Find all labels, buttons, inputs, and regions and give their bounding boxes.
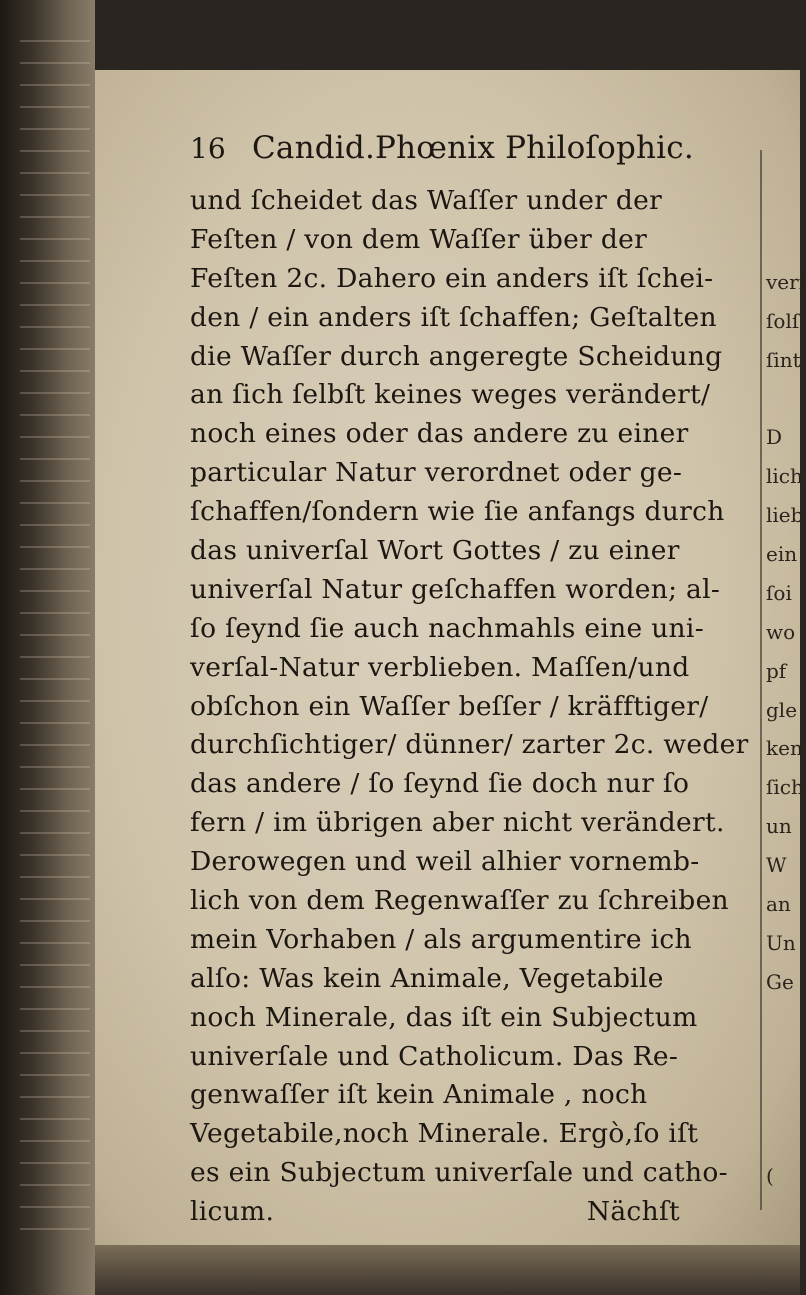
catchword: Nächſt [586, 1196, 680, 1228]
margin-fragment: Un [766, 930, 796, 955]
margin-fragment [766, 1118, 800, 1157]
margin-fragment: wo [766, 619, 796, 644]
text-line: mein Vorhaben / als argumentire ich [190, 923, 692, 955]
page-bottom-edge [95, 1245, 800, 1295]
text-line: an ſich ſelbſt keines weges verändert/ [190, 379, 711, 411]
body-text [190, 182, 749, 1193]
text-line: genwaſſer iſt kein Animale , noch [190, 1079, 648, 1111]
book-gutter [0, 0, 95, 1295]
text-line: den / ein anders iſt ſchaffen; Geſtalten [190, 301, 717, 333]
text-line: univerſale und Catholicum. Das Re- [190, 1040, 679, 1072]
next-page-rule [760, 150, 762, 1210]
margin-fragment [766, 1002, 800, 1041]
margin-fragment: lich [766, 464, 803, 489]
text-line: ſchaffen/ſondern wie ſie anfangs durch [190, 496, 725, 528]
text-line: fern / im übrigen aber nicht verändert. [190, 807, 725, 839]
text-block [190, 130, 749, 1232]
last-line-text: licum. [190, 1196, 275, 1228]
text-line: durchſichtiger/ dünner/ zarter 2c. weder [190, 729, 749, 761]
margin-fragment: un [766, 814, 792, 839]
text-line: noch Minerale, das iſt ein Subjectum [190, 1001, 698, 1033]
text-line: es ein Subjectum univerſale und catho- [190, 1157, 728, 1189]
margin-fragment: ein [766, 542, 798, 567]
text-line: Feſten / von dem Waſſer über der [190, 223, 648, 255]
margin-fragment [766, 1041, 800, 1080]
margin-fragment: ſint [766, 347, 801, 372]
text-line: das andere / ſo ſeynd ſie doch nur ſo [190, 768, 690, 800]
text-line: und ſcheidet das Waſſer under der [190, 185, 663, 216]
running-head: Candid.Phœnix Philoſophic. [252, 130, 694, 166]
text-line: Derowegen und weil alhier vornemb- [190, 846, 700, 878]
text-line: particular Natur verordnet oder ge- [190, 457, 683, 489]
margin-fragment: ſolſ [766, 308, 800, 333]
text-line: das univerſal Wort Gottes / zu einer [190, 535, 680, 567]
margin-fragment [766, 1079, 800, 1118]
text-line: verſal-Natur verblieben. Maſſen/und [190, 651, 690, 683]
page-number: 16 [190, 132, 226, 165]
margin-fragment [766, 185, 800, 224]
margin-fragment: ken [766, 736, 803, 761]
margin-fragment: gle [766, 697, 798, 722]
page-header [190, 130, 710, 182]
text-line: univerſal Natur geſchaffen worden; al- [190, 573, 721, 605]
margin-fragment: ſoi [766, 580, 792, 605]
text-line: obſchon ein Waſſer beſſer / kräfftiger/ [190, 690, 709, 722]
margin-fragment: ( [766, 1164, 774, 1189]
margin-fragment: ſich [766, 775, 804, 800]
margin-fragment: an [766, 892, 791, 917]
next-page-fragments [766, 185, 806, 1196]
margin-fragment [766, 224, 800, 263]
text-line: lich von dem Regenwaſſer zu ſchreiben [190, 885, 729, 917]
margin-fragment: lieb [766, 503, 804, 528]
text-line: ſo ſeynd ſie auch nachmahls eine uni- [190, 612, 704, 644]
margin-fragment: Ge [766, 969, 794, 994]
margin-fragment: verſ [766, 269, 806, 294]
text-line: Vegetabile,noch Minerale. Ergò,ſo iſt [190, 1118, 699, 1150]
margin-fragment: pf [766, 658, 787, 683]
margin-fragment [766, 379, 800, 418]
text-line: die Waſſer durch angeregte Scheidung [190, 340, 723, 372]
text-line: Feſten 2c. Dahero ein anders iſt ſchei- [190, 262, 714, 294]
text-line: alſo: Was kein Animale, Vegetabile [190, 962, 664, 994]
previous-page-edges [20, 40, 90, 1240]
last-line [190, 1193, 710, 1232]
text-line: noch eines oder das andere zu einer [190, 418, 689, 450]
margin-fragment: W [766, 853, 787, 878]
margin-fragment: D [766, 425, 783, 450]
